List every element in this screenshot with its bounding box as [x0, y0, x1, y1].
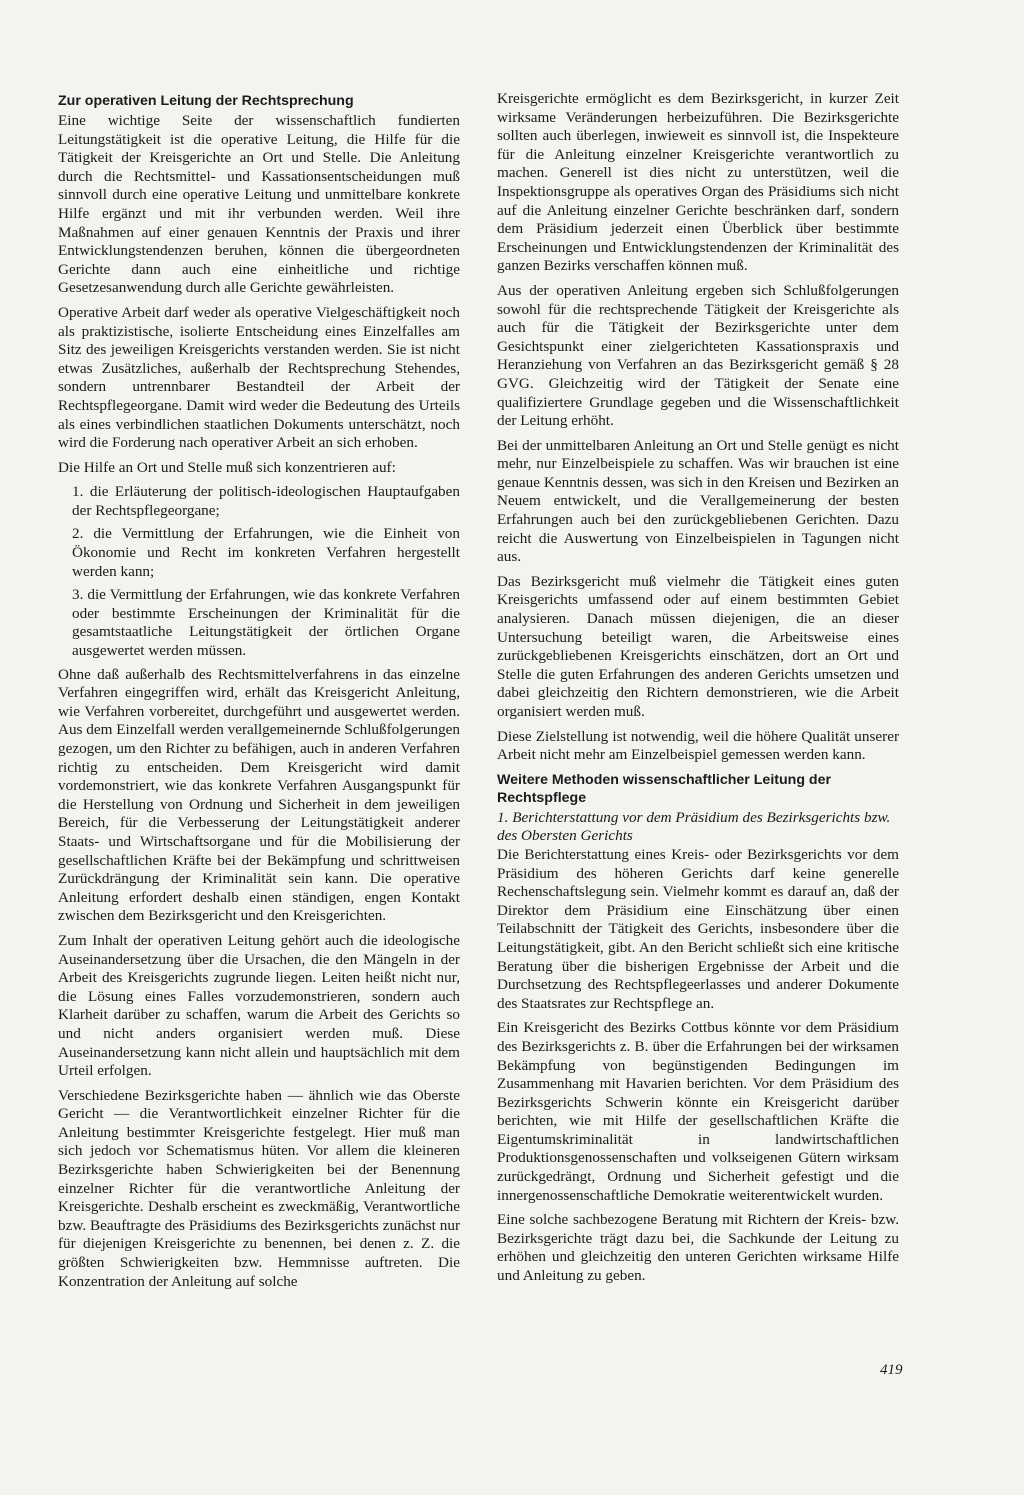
list-item: 3. die Vermittlung der Erfahrungen, wie das konkrete Verfahren oder bestimmte Erscheinungen der Kriminalität für die gesamtstaatliche Leitungstätigkeit der örtlichen Organe ausgewertet werden müssen.: [72, 586, 460, 660]
paragraph: Verschiedene Bezirksgerichte haben — ähnlich wie das Oberste Gericht — die Verantwortlichkeit einzelner Richter für die Anleitung bestimmter Kreisgerichte festgelegt. Hier muß man sich jedoch vor Schematismus hüten. Vor allem die kleineren Bezirksgerichte haben Schwierigkeiten bei der Benennung einzelner Richter für die verantwortliche Anleitung der Kreisgerichte. Deshalb erscheint es zweckmäßig, Verantwortliche bzw. Beauftragte des Präsidiums des Bezirksgerichts zunächst nur für diejenigen Kreisgerichte zu benennen, bei denen z. Z. die größten Schwierigkeiten bzw. Hemmnisse auftreten. Die Konzentration der Anleitung auf solche: [58, 1086, 460, 1290]
paragraph: Aus der operativen Anleitung ergeben sich Schlußfolgerungen sowohl für die rechtsprechende Tätigkeit der Kreisgerichte als auch für die Tätigkeit der Bezirksgerichte unter dem Gesichtspunkt einer zielgerichteten Kassationspraxis und Heranziehung von Verfahren an das Bezirksgericht gemäß § 28 GVG. Gleichzeitig wird der Tätigkeit der Senate eine qualifiziertere Grundlage gegeben und die Wissenschaftlichkeit der Leitung erhöht.: [497, 281, 899, 430]
paragraph: Ohne daß außerhalb des Rechtsmittelverfahrens in das einzelne Verfahren eingegriffen wird, erhält das Kreisgericht Anleitung, wie Verfahren vorbereitet, durchgeführt und ausgewertet werden. Aus dem Einzelfall werden verallgemeinernde Schlußfolgerungen gezogen, um den Richter zu befähigen, auch in anderen Verfahren richtig zu entscheiden. Dem Kreisgericht wird damit vordemonstriert, wie das konkrete Verfahren Ausgangspunkt für die Herstellung von Ordnung und Sicherheit in dem jeweiligen Bereich, für die Verbesserung der Leitungstätigkeit anderer Staats- und Wirtschaftsorgane und für die Mobilisierung der gesellschaftlichen Kräfte bei der Bekämpfung und schrittweisen Zurückdrängung der Kriminalität sein kann. Die operative Anleitung erfordert deshalb einen ständigen, engen Kontakt zwischen dem Bezirksgericht und den Kreisgerichten.: [58, 665, 460, 925]
left-column: [58, 90, 460, 1297]
page-number: 419: [880, 1362, 903, 1378]
subsection-heading: 1. Berichterstattung vor dem Präsidium des Bezirksgerichts bzw. des Obersten Gerichts: [497, 808, 891, 845]
section-heading: Zur operativen Leitung der Rechtsprechung: [58, 93, 354, 109]
list-item: 1. die Erläuterung der politisch-ideologischen Hauptaufgaben der Rechtspflegeorgane;: [72, 483, 460, 519]
paragraph: Ein Kreisgericht des Bezirks Cottbus könnte vor dem Präsidium des Bezirksgerichts z. B. über die Erfahrungen bei der wirksamen Bekämpfung von begünstigenden Bedingungen im Zusammenhang mit Havarien berichten. Vor dem Präsidium des Bezirksgerichts Schwerin könnte ein Kreisgericht darüber berichten, wie mit Hilfe der gesellschaftlichen Kräfte die Eigentumskriminalität in landwirtschaftlichen Produktionsgenossenschaften und volkseigenen Gütern wirksam zurückgedrängt, Ordnung und Sicherheit gefestigt und die innergenossenschaftliche Demokratie weiterentwickelt wurden.: [497, 1019, 899, 1204]
paragraph: Zum Inhalt der operativen Leitung gehört auch die ideologische Auseinandersetzung über die Ursachen, die den Mängeln in der Arbeit des Kreisgerichts zugrunde liegen. Leiten heißt nicht nur, die Lösung eines Falles vorzudemonstrieren, sondern auch Klarheit darüber zu schaffen, warum die Arbeit des Gerichts so und nicht anders organisiert werden muß. Diese Auseinandersetzung kann nicht allein und hauptsächlich mit dem Urteil erfolgen.: [58, 931, 460, 1080]
paragraph: Die Hilfe an Ort und Stelle muß sich konzentrieren auf:: [58, 458, 396, 476]
numbered-list: [58, 483, 460, 660]
paragraph: Eine wichtige Seite der wissenschaftlich fundierten Leitungstätigkeit ist die operative Leitung, die Hilfe für die Tätigkeit der Kreisgerichte an Ort und Stelle. Die Anleitung durch die Rechtsmittel- und Kassationsentscheidungen muß sinnvoll durch eine operative Leitung und unmittelbare konkrete Hilfe ergänzt und mit ihr verbunden werden. Weil ihre Maßnahmen auf einer genauen Kenntnis der Praxis und ihrer Entwicklungstendenzen beruhen, können die übergeordneten Gerichte dann auch eine einheitliche und richtige Gesetzesanwendung durch alle Gerichte gewährleisten.: [58, 112, 460, 297]
paragraph: Kreisgerichte ermöglicht es dem Bezirksgericht, in kurzer Zeit wirksame Veränderungen herbeizuführen. Die Bezirksgerichte sollten auch überlegen, inwieweit es sinnvoll ist, die Inspekteure für die Anleitung einzelner Kreisgerichte verantwortlich zu machen. Generell ist dies nicht zu unterstützen, weil die Inspektionsgruppe als operatives Organ des Präsidiums sich nicht auf die Anleitung einzelner Gerichte beschränken darf, sondern dem Präsidium jederzeit einen Überblick über bestimmte Erscheinungen und Entwicklungstendenzen der Kriminalität des ganzen Bezirks verschaffen können muß.: [497, 90, 899, 275]
section-heading: Weitere Methoden wissenschaftlicher Leitung der Rechtspflege: [497, 771, 832, 806]
paragraph: Die Berichterstattung eines Kreis- oder Bezirksgerichts vor dem Präsidium des höheren Gerichts darf keine generelle Rechenschaftslegung sein. Vielmehr kommt es darauf an, daß der Direktor dem Präsidium eine Einschätzung über einen Teilabschnitt der Tätigkeit des Gerichts, insbesondere über die Leitungstätigkeit, gibt. An den Bericht schließt sich eine kritische Beratung über die bisherigen Ergebnisse der Arbeit und die Durchsetzung des Rechtspflegeerlasses und anderer Dokumente des Staatsrates zur Rechtspflege an.: [497, 845, 899, 1012]
list-item: 2. die Vermittlung der Erfahrungen, wie die Einheit von Ökonomie und Recht im konkreten Verfahren hergestellt werden kann;: [72, 525, 460, 580]
paragraph: Diese Zielstellung ist notwendig, weil die höhere Qualität unserer Arbeit nicht mehr am Einzelbeispiel gemessen werden kann.: [497, 727, 899, 764]
paragraph: Das Bezirksgericht muß vielmehr die Tätigkeit eines guten Kreisgerichts umfassend oder auf einem bestimmten Gebiet analysieren. Danach müssen diejenigen, die an dieser Untersuchung beteiligt waren, die Arbeitsweise eines zurückgebliebenen Kreisgerichts einschätzen, dort an Ort und Stelle die guten Erfahrungen des anderen Gerichts umsetzen und dabei gleichzeitig den Richtern demonstrieren, wie die Arbeit organisiert werden muß.: [497, 572, 899, 720]
paragraph: Operative Arbeit darf weder als operative Vielgeschäftigkeit noch als praktizistische, isolierte Entscheidung eines Einzelfalles am Sitz des jeweiligen Kreisgerichts verstanden werden. Sie ist nicht etwas Zusätzliches, außerhalb der Rechtsprechung Stehendes, sondern untrennbarer Bestandteil der Arbeit der Rechtspflegeorgane. Damit wird weder die Bedeutung des Urteils als eines verbindlichen staatlichen Dokuments unterschätzt, noch wird die Forderung nach operativer Arbeit an sich erhoben.: [58, 303, 460, 452]
right-column: [497, 90, 899, 1292]
paragraph: Eine solche sachbezogene Beratung mit Richtern der Kreis- bzw. Bezirksgerichte trägt dazu bei, die Sachkunde der Leitung zu erhöhen und gleichzeitig den unteren Gerichten wirksame Hilfe und Anleitung zu geben.: [497, 1211, 899, 1285]
paragraph: Bei der unmittelbaren Anleitung an Ort und Stelle genügt es nicht mehr, nur Einzelbeispiele zu schaffen. Was wir brauchen ist eine genaue Kenntnis dessen, was sich in den Kreisen und Bezirken an Neuem entwickelt, und die Verallgemeinerung der besten Erfahrungen auch bei den zurückgebliebenen Gerichten. Dazu reicht die Auswertung von Einzelbeispielen in Tagungen nicht aus.: [497, 436, 899, 566]
